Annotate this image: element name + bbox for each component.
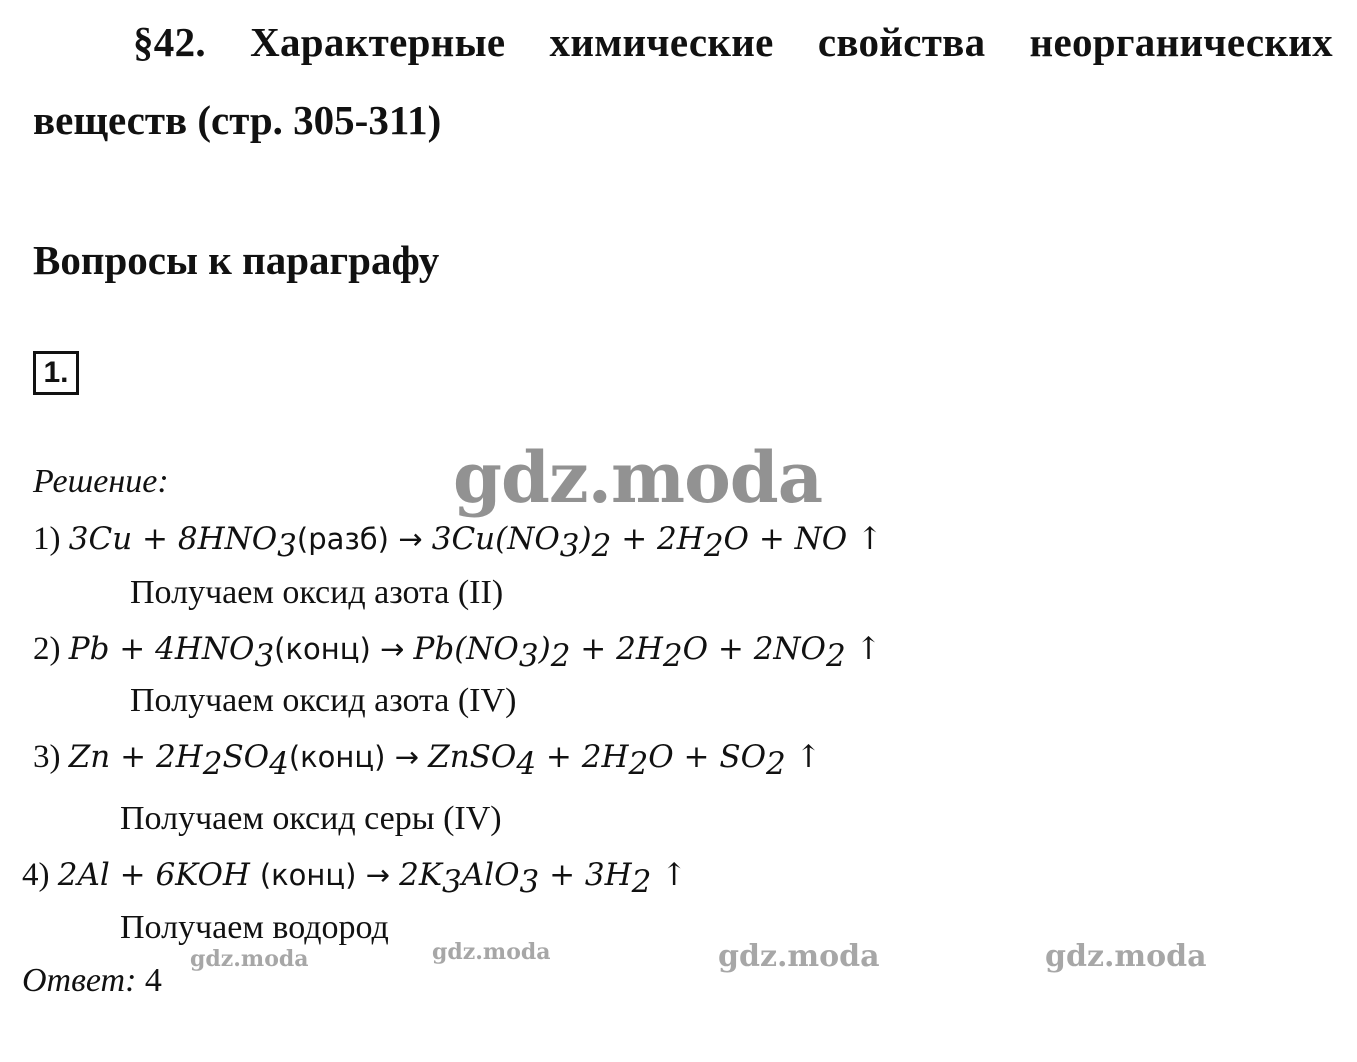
formula-part: + 2H (611, 521, 704, 557)
formula-subscript: 2 (628, 746, 649, 782)
paragraph-title (133, 18, 1333, 66)
equation-number: 4) (22, 857, 50, 893)
formula-subscript: 3 (519, 864, 540, 900)
formula-part: ↑ (651, 857, 688, 893)
title-word: неорганических (1029, 19, 1333, 65)
formula-subscript: 2 (591, 528, 612, 564)
paragraph-title-line2: веществ (стр. 305-311) (33, 97, 442, 143)
formula-subscript: 2 (703, 528, 724, 564)
equation-number: 2) (33, 631, 61, 667)
formula-part: + 2H (570, 631, 663, 667)
watermark: gdz.moda (190, 946, 309, 972)
equation-3 (33, 737, 822, 782)
formula-part: ↑ (785, 739, 822, 775)
answer-value: 4 (144, 962, 162, 999)
answer-label: Ответ: (22, 962, 137, 999)
formula-part: Pb + 4HNO (68, 631, 255, 667)
equation-note: Получаем оксид азота (II) (130, 574, 504, 611)
formula-part: ) (538, 631, 551, 667)
formula-part: + 3H (539, 857, 632, 893)
formula-part: AlO (461, 857, 520, 893)
formula-part: Pb(NO (413, 631, 519, 667)
equation-number: 3) (33, 739, 61, 775)
formula-subscript: 3 (518, 638, 539, 674)
reaction-condition: (конц) → (288, 740, 429, 774)
equation-4 (22, 855, 688, 900)
section-heading: Вопросы к параграфу (33, 237, 440, 283)
reaction-condition: (конц) → (274, 632, 414, 666)
formula-part: Zn + 2H (68, 739, 203, 775)
question-number-box: 1. (33, 351, 79, 395)
watermark: gdz.moda (432, 939, 551, 965)
formula-part: ↑ (845, 631, 882, 667)
equation-note: Получаем водород (120, 909, 389, 946)
equation-number: 1) (33, 521, 61, 557)
title-word: Характерные (250, 19, 506, 65)
formula-part: ) (579, 521, 592, 557)
formula-subscript: 2 (550, 638, 571, 674)
formula-subscript: 3 (277, 528, 297, 564)
equation-note: Получаем оксид серы (IV) (120, 800, 502, 837)
formula-part: ZnSO (428, 739, 517, 775)
equation-note: Получаем оксид азота (IV) (130, 682, 517, 719)
formula-subscript: 2 (825, 638, 846, 674)
title-word: §42. (133, 19, 206, 65)
formula-part: O + 2NO (682, 631, 826, 667)
reaction-condition: (конц) → (259, 858, 400, 892)
formula-part: SO (222, 739, 270, 775)
formula-subscript: 4 (269, 746, 289, 782)
formula-subscript: 2 (765, 746, 786, 782)
formula-subscript: 2 (631, 864, 652, 900)
watermark: gdz.moda (718, 939, 880, 974)
formula-subscript: 4 (516, 746, 537, 782)
formula-part: + 2H (536, 739, 629, 775)
watermark: gdz.moda (1045, 939, 1207, 974)
formula-part: 2K (399, 857, 443, 893)
reaction-condition: (разб) → (296, 522, 432, 556)
formula-part: 3Cu + 8HNO (68, 521, 278, 557)
formula-subscript: 3 (442, 864, 462, 900)
title-word: химические (549, 19, 774, 65)
formula-subscript: 2 (662, 638, 683, 674)
formula-part: O + SO (648, 739, 766, 775)
solution-label: Решение: (33, 463, 169, 500)
watermark: gdz.moda (453, 436, 823, 519)
formula-subscript: 3 (254, 638, 275, 674)
formula-part: 3Cu(NO (431, 521, 560, 557)
title-word: свойства (817, 19, 986, 65)
formula-subscript: 3 (559, 528, 580, 564)
formula-subscript: 2 (202, 746, 223, 782)
equation-1 (33, 519, 884, 564)
answer (22, 962, 162, 1000)
formula-part: O + NO ↑ (723, 521, 884, 557)
formula-part: 2Al + 6KOH (57, 857, 260, 893)
equation-2 (33, 629, 882, 674)
